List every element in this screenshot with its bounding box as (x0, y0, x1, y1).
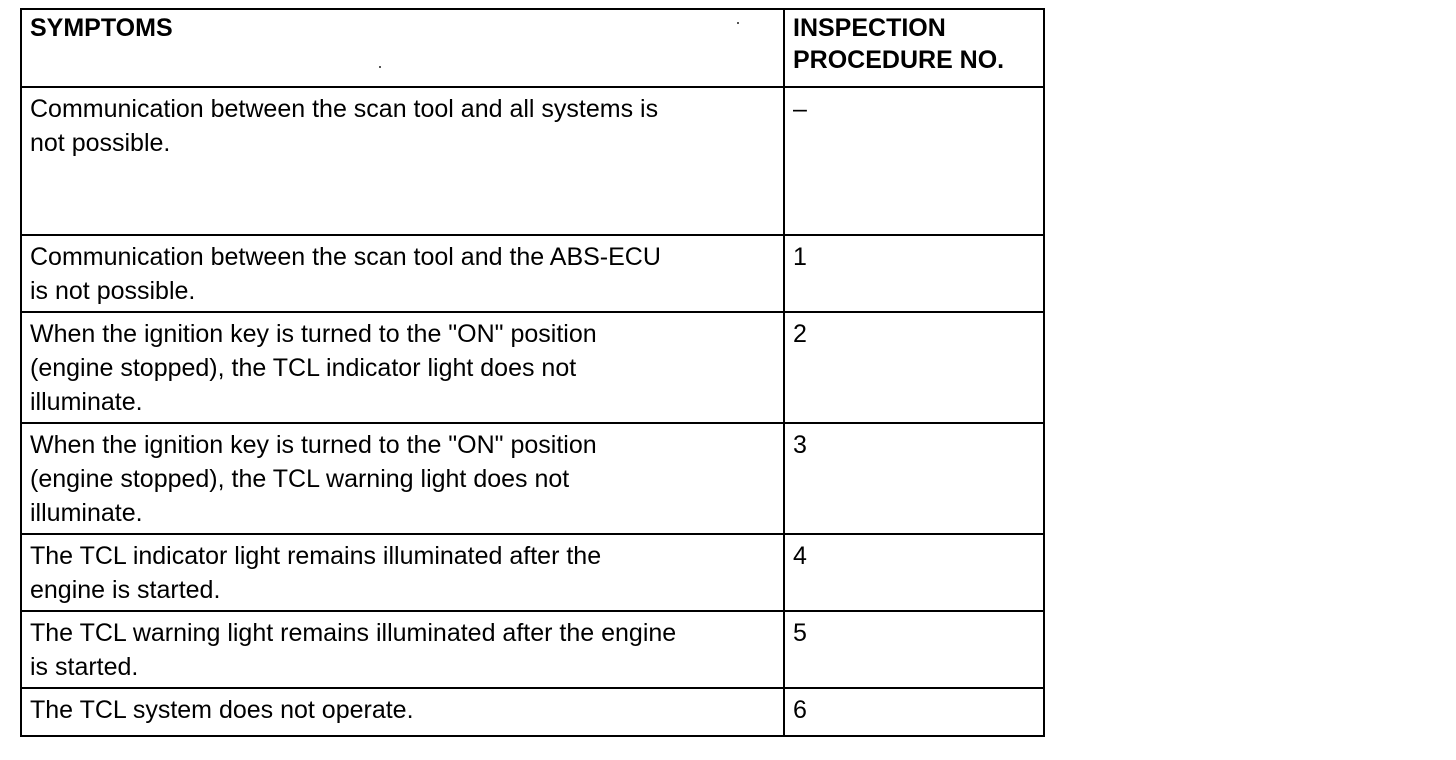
scan-speck (379, 66, 381, 68)
symptom-cell: The TCL warning light remains illuminated after the engine is started. (21, 611, 784, 688)
procedure-number-cell: 1 (784, 235, 1044, 312)
scan-speck (737, 22, 739, 24)
table-row (21, 688, 1044, 736)
procedure-number-cell: 6 (784, 688, 1044, 736)
procedure-number-cell: 4 (784, 534, 1044, 611)
symptom-cell: When the ignition key is turned to the "ON" position (engine stopped), the TCL warning light does not illuminate. (21, 423, 784, 534)
symptom-cell: The TCL system does not operate. (21, 688, 784, 736)
symptom-cell: Communication between the scan tool and the ABS-ECU is not possible. (21, 235, 784, 312)
table-row (21, 423, 1044, 534)
table-header-row (21, 9, 1044, 87)
table-row (21, 87, 1044, 235)
table-row (21, 312, 1044, 423)
procedure-number-cell: – (784, 87, 1044, 235)
table-row (21, 611, 1044, 688)
header-symptoms: SYMPTOMS (21, 9, 784, 87)
symptom-cell: When the ignition key is turned to the "ON" position (engine stopped), the TCL indicator light does not illuminate. (21, 312, 784, 423)
symptom-cell: The TCL indicator light remains illuminated after the engine is started. (21, 534, 784, 611)
procedure-number-cell: 2 (784, 312, 1044, 423)
table-row (21, 534, 1044, 611)
symptom-inspection-table (20, 8, 1045, 737)
header-inspection-procedure-no: INSPECTION PROCEDURE NO. (784, 9, 1044, 87)
symptom-cell: Communication between the scan tool and all systems is not possible. (21, 87, 784, 235)
table-row (21, 235, 1044, 312)
procedure-number-cell: 5 (784, 611, 1044, 688)
procedure-number-cell: 3 (784, 423, 1044, 534)
